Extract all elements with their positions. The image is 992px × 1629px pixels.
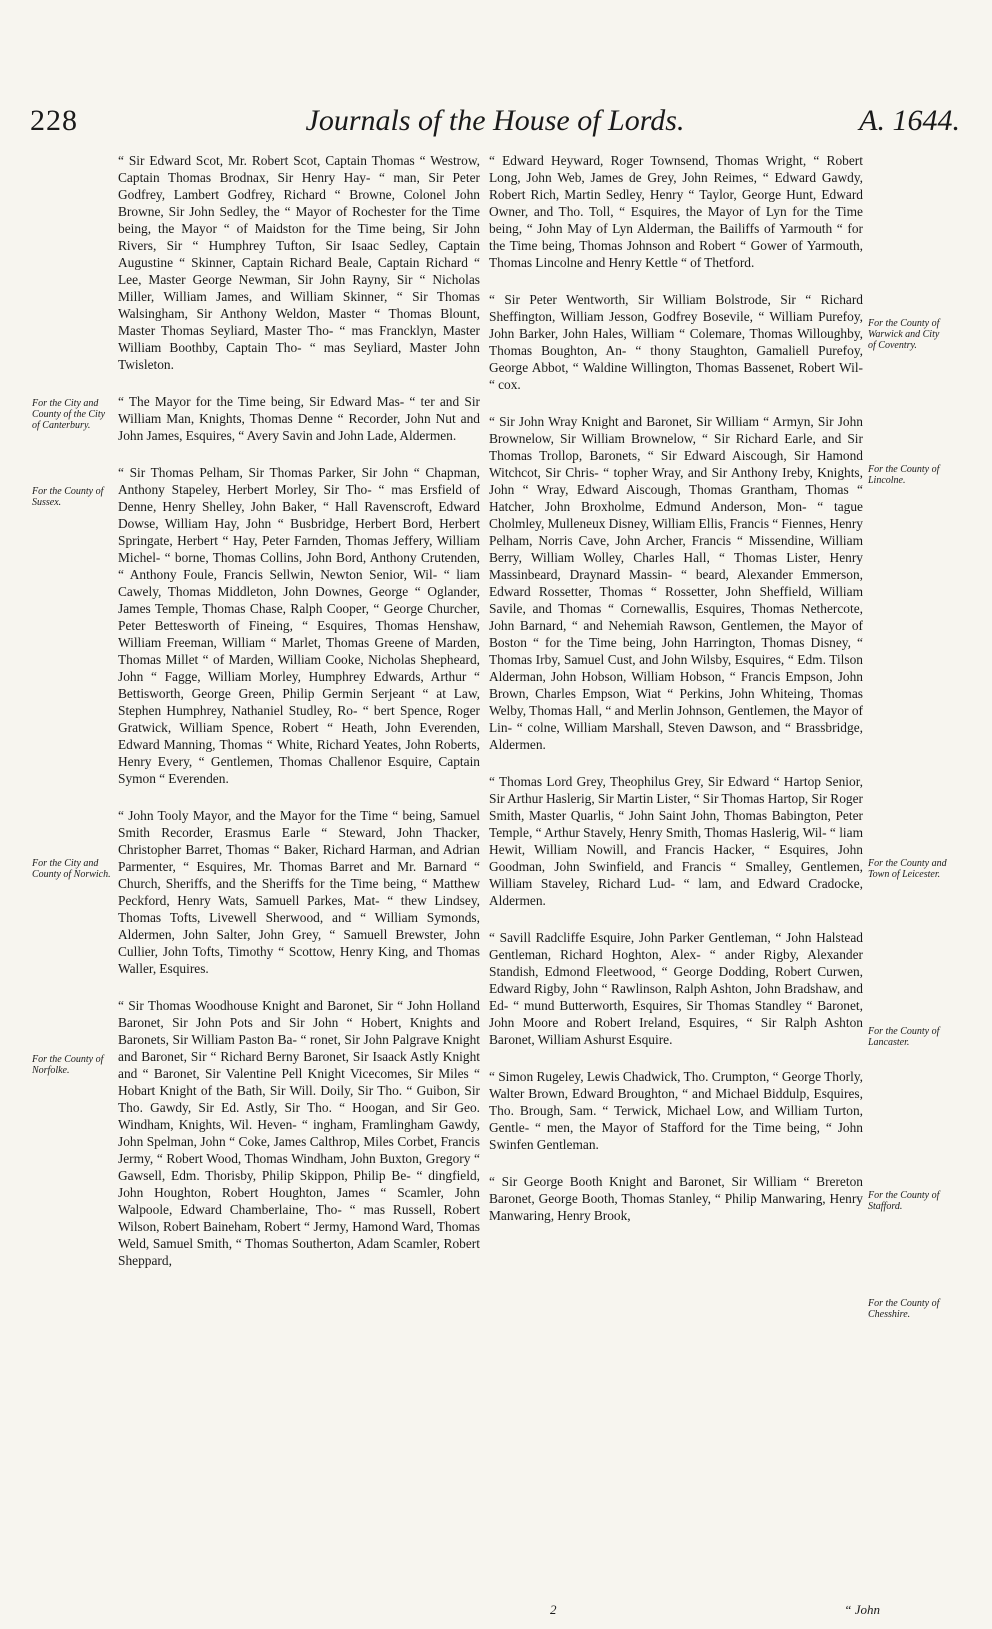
side-note-norfolke: For the County of Norfolke. — [32, 1054, 104, 1076]
signature-mark: 2 — [550, 1602, 557, 1617]
entry-chesshire: “ Sir George Booth Knight and Baronet, Sir William “ Brereton Baronet, George Booth, Thomas Stanley, “ Philip Manwaring, Henry Manwaring, Henry Brook, — [489, 1174, 863, 1223]
side-note-lancaster: For the County of Lancaster. — [868, 1026, 940, 1048]
side-note-lincolne: For the County of Lincolne. — [868, 464, 940, 486]
entry-norfolke: “ Sir Thomas Woodhouse Knight and Baronet, Sir “ John Holland Baronet, Sir John Pots and Sir John “ Hobert, Knights and Baronets, Sir William Paston Ba- “ ronet, Sir John Palgrave Knight and Baronet, Sir “ Richard Berny Baronet, Sir Isaack Astly Knight and “ Baronet, Sir Valentine Pell Knight Vicecomes, Sir Miles “ Hobart Knight of the Bath, Sir Will. Doily, Sir Tho. “ Guibon, Sir Tho. Gawdy, Sir Ed. Astly, Sir Tho. “ Hoogan, and Sir Geo. Windham, Knights, Wil. Heven- “ ingham, Framlingham Gawdy, John Spelman, John “ Coke, James Calthrop, Miles Corbet, Francis Jermy, “ Robert Wood, Thomas Windham, John Buxton, Gregory “ Gawsell, Edm. Thorisby, Philip Skippon, Philip Be- “ dingfield, John Houghton, Robert Houghton, James “ Scamler, John Walpoole, Edward Chamberlaine, Tho- “ mas Russell, Robert Wilson, Robert Baineham, Robert “ Jermy, Hamond Ward, Thomas Weld, Samuel Smith, “ Thomas Southerton, Adam Scamler, Robert Sheppard, — [118, 998, 480, 1268]
right-column — [489, 152, 863, 1244]
entry-warwick-coventry: “ Sir Peter Wentworth, Sir William Bolstrode, Sir “ Richard Sheffington, William Jesson, Godfrey Bosevile, “ William Purefoy, John Barker, John Hales, William “ Colemare, Thomas Willoughby, Thomas Boughton, An- “ thony Staughton, Gamaliell Purefoy, George Abbot, “ Waldine Willington, Thomas Bassenet, Robert Wil- “ cox. — [489, 292, 863, 392]
entry-stafford: “ Simon Rugeley, Lewis Chadwick, Tho. Crumpton, “ George Thorly, Walter Brown, Edward Broughton, “ and Michael Biddulp, Esquires, Tho. Brough, Sam. “ Terwick, Michael Low, and William Turton, Gentle- “ men, the Mayor of Stafford for the Time being, “ John Swinfen Gentleman. — [489, 1069, 863, 1152]
page-header — [30, 92, 960, 140]
left-column — [118, 152, 480, 1289]
side-note-chesshire: For the County of Chesshire. — [868, 1298, 940, 1320]
year: A. 1644. — [859, 104, 960, 137]
entry-norfolke-continued: “ Edward Heyward, Roger Townsend, Thomas Wright, “ Robert Long, John Web, James de Grey, John Reimes, “ Edward Gawdy, Robert Rich, Martin Sedley, Henry “ Taylor, George Hunt, Edward Owner, and Tho. Toll, “ Esquires, the Mayor of Lyn for the Time being, “ John May of Lyn Alderman, the Bailiffs of Yarmouth “ for the Time being, Thomas Johnson and Robert “ Gower of Yarmouth, Thomas Lincolne and Henry Kettle “ of Thetford. — [489, 153, 863, 270]
side-note-stafford: For the County of Stafford. — [868, 1190, 940, 1212]
side-note-sussex: For the County of Sussex. — [32, 486, 104, 508]
side-note-leicester: For the County and Town of Leicester. — [868, 858, 947, 880]
page-number: 228 — [30, 104, 78, 137]
side-note-norwich: For the City and County of Norwich. — [32, 858, 111, 880]
entry-kent-continued: “ Sir Edward Scot, Mr. Robert Scot, Captain Thomas “ Westrow, Captain Thomas Brodnax, Sir Henry Hay- “ man, Sir Peter Godfrey, Lambert Godfrey, Richard “ Browne, Colonel John Browne, Sir John Sedley, the “ Mayor of Rochester for the Time being, the Mayor “ of Maidston for the Time being, Sir John Rivers, Sir “ Humphrey Tufton, Sir Isaac Sedley, Captain Augustine “ Skinner, Captain Richard Beale, Captain Richard “ Lee, Master George Newman, Sir John Rayny, Sir “ Nicholas Miller, William James, and William Skinner, “ Sir Thomas Walsingham, Sir Anthony Weldon, Master “ Thomas Blount, Master Thomas Seyliard, Master Tho- “ mas Francklyn, Master William Boothby, Captain Tho- “ mas Seyliard, Master John Twisleton. — [118, 153, 480, 372]
side-note-canterbury: For the City and County of the City of Canterbury. — [32, 398, 106, 431]
side-note-warwick-coventry: For the County of Warwick and City of Coventry. — [868, 318, 940, 351]
entry-canterbury: “ The Mayor for the Time being, Sir Edward Mas- “ ter and Sir William Man, Knights, Thomas Denne “ Recorder, John Nut and John James, Esquires, “ Avery Savin and John Lade, Aldermen. — [118, 394, 480, 443]
entry-lincolne: “ Sir John Wray Knight and Baronet, Sir William “ Armyn, Sir John Brownelow, Sir William Brownelow, “ Sir Richard Earle, and Sir Thomas Trollop, Baronets, “ Sir Edward Aiscough, Sir Hamond Witchcot, Sir Chris- “ topher Wray, and Sir Anthony Ireby, Knights, John “ Wray, Edward Aiscough, Thomas Grantham, Thomas “ Hatcher, John Broxholme, Edmund Anderson, Mon- “ tague Cholmley, Mulleneux Disney, William Ellis, Francis “ Fiennes, Henry Pelham, Norris Cave, John Archer, Francis “ Missendine, William Berry, William Wolley, Charles Hall, “ Thomas Lister, Henry Massinbeard, Draynard Massin- “ beard, Alexander Emmerson, Edward Rossetter, Thomas “ Rossetter, John Sheffield, William Savile, and Thomas “ Cornewallis, Esquires, Thomas Nethercote, John Barnard, “ and Nehemiah Rawson, Gentlemen, the Mayor of Boston “ for the Time being, John Harrington, Thomas Disney, “ Thomas Irby, Samuel Cust, and John Wilsby, Esquires, “ Edm. Tilson Alderman, John Hobson, William Hobson, “ Francis Empson, John Brown, Charles Empson, Wiat “ Perkins, John Whiteing, Thomas Welby, Thomas Hall, “ and Merlin Johnson, Gentlemen, the Mayor of Lin- “ colne, William Marshall, Steven Dawson, and “ Brassbridge, Aldermen. — [489, 414, 863, 752]
entry-lancaster: “ Savill Radcliffe Esquire, John Parker Gentleman, “ John Halstead Gentleman, Richard Hoghton, Alex- “ ander Rigby, Alexander Standish, Edmond Fleetwood, “ George Dodding, Robert Curwen, Edward Rigby, John “ Rawlinson, Ralph Ashton, John Bradshaw, and Ed- “ mund Butterworth, Esquires, Sir Thomas Standley “ Baronet, John Moore and Robert Ireland, Esquires, “ Sir Ralph Ashton Baronet, William Ashurst Esquire. — [489, 930, 863, 1047]
catchword: “ John — [844, 1602, 880, 1617]
running-title: Journals of the House of Lords. — [305, 104, 685, 137]
entry-sussex: “ Sir Thomas Pelham, Sir Thomas Parker, Sir John “ Chapman, Anthony Stapeley, Herbert Morley, Sir Tho- “ mas Ersfield of Denne, Henry Shelley, John Baker, “ Hall Ravenscroft, Edward Dowse, William Hay, John “ Busbridge, Herbert Bord, Herbert Springate, Herbert “ Hay, Peter Farnden, Thomas Jeffery, William Michel- “ borne, Thomas Collins, John Bord, Anthony Crutenden, “ Anthony Foule, Francis Sellwin, Newton Senior, Wil- “ liam Cawely, Thomas Middleton, John Downes, George “ Oglander, James Temple, Thomas Chase, Ralph Cooper, “ George Churcher, Peter Bettesworth of Fineing, “ Esquires, Thomas Henshaw, William Freeman, William “ Marlet, Thomas Greene of Marden, Thomas Millet “ of Marden, William Cooke, Nicholas Shepheard, John “ Fagge, William Morley, Humphrey Edwards, Arthur “ Bettisworth, George Green, Philip Germin Serjeant “ at Law, Stephen Humphrey, Nathaniel Studley, Ro- “ bert Spence, Roger Gratwick, William Spence, Robert “ Heath, John Everenden, Edward Manning, Thomas “ White, Richard Yeates, John Roberts, Henry Every, “ Gentlemen, Thomas Challenor Esquire, Captain Symon “ Everenden. — [118, 465, 480, 786]
entry-leicester: “ Thomas Lord Grey, Theophilus Grey, Sir Edward “ Hartop Senior, Sir Arthur Haslerig, Sir Martin Lister, “ Sir Thomas Hartop, Sir Roger Smith, Master Quarlis, “ John Saint John, Thomas Babington, Peter Temple, “ Arthur Stavely, Henry Smith, Thomas Haslerig, Wil- “ liam Hewit, William Nowill, and Francis Hacker, “ Esquires, John Goodman, John Swinfield, and Francis “ Smalley, Gentlemen, William Staveley, Richard Lud- “ lam, and Edward Cradocke, Aldermen. — [489, 774, 863, 908]
entry-norwich: “ John Tooly Mayor, and the Mayor for the Time “ being, Samuel Smith Recorder, Erasmus Earle “ Steward, John Thacker, Christopher Barret, Thomas “ Baker, Richard Harman, and Adrian Parmenter, “ Esquires, Mr. Thomas Barret and Mr. Barnard “ Church, Sheriffs, and the Sheriffs for the Time being, “ Matthew Peckford, Henry Wats, Samuell Parkes, Mat- “ thew Lindsey, Thomas Tofts, Livewell Sherwood, and “ William Symonds, Aldermen, John Salter, John Grey, “ Samuell Brewster, John Cullier, John Tofts, Timothy “ Scottow, Henry King, and Thomas Waller, Esquires. — [118, 808, 480, 976]
